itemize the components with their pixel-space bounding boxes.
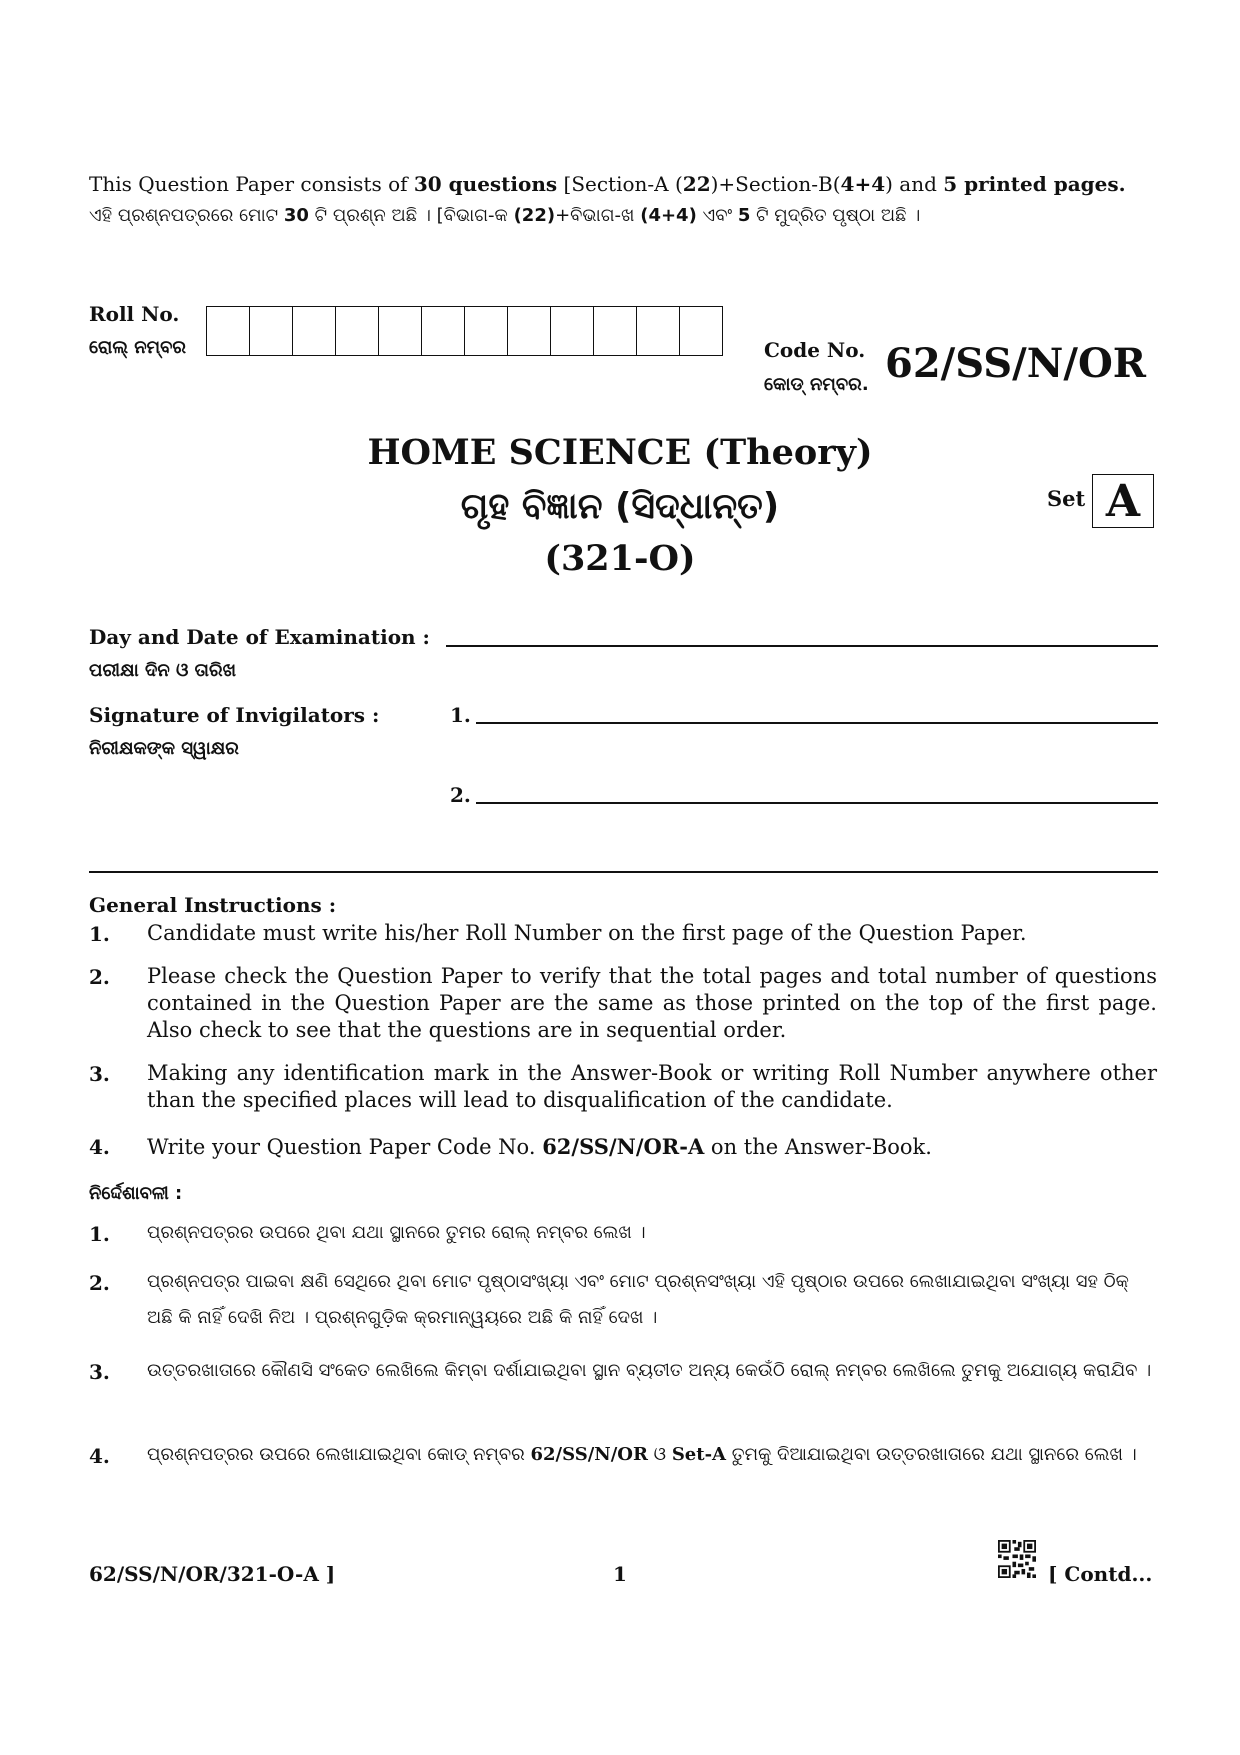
code-label-or: କୋଡ୍ ନମ୍ବର. [764,374,869,395]
continued-label: [ Contd... [1048,1562,1153,1586]
instructions-heading-or: ନିର୍ଦ୍ଦେଶାବଳୀ : [89,1183,183,1204]
roll-digit-box[interactable] [379,306,422,356]
signature-2-number: 2. [450,783,471,807]
instruction-en-1-text: Candidate must write his/her Roll Number on the first page of the Question Paper. [147,921,1027,945]
subject-code: (321-O) [544,538,696,579]
roll-number-boxes[interactable] [206,306,723,356]
code-label-en: Code No. [764,338,866,362]
instruction-or-3-number: 3. [89,1360,110,1384]
roll-digit-box[interactable] [336,306,379,356]
roll-digit-box[interactable] [637,306,680,356]
invigilator-signature-label-or: ନିରୀକ୍ଷକଙ୍କ ସ୍ୱାକ୍ଷର [89,738,239,759]
instruction-en-3-text: Making any identification mark in the Answer-Book or writing Roll Number anywhere other than the specified places will lead to disqualification of the candidate. [147,1061,1157,1112]
instruction-or-2-text: ପ୍ରଶ୍ନପତ୍ର ପାଇବା କ୍ଷଣି ସେଥିରେ ଥିବା ମୋଟ ପୃଷ୍ଠାସଂଖ୍ୟା ଏବଂ ମୋଟ ପ୍ରଶ୍ନସଂଖ୍ୟା ଏହି ପୃଷ୍ଠାର ଉପରେ ଲେଖାଯାଇଥିବା ସଂଖ୍ୟା ସହ ଠିକ୍ ଅଛି କି ନାହିଁ ଦେଖି ନିଅ । ପ୍ରଶ୍ନଗୁଡ଼ିକ କ୍ରମାନ୍ୱୟରେ ଅଛି କି ନାହିଁ ଦେଖ । [147,1271,1129,1328]
signature-1-line[interactable] [476,722,1158,724]
roll-digit-box[interactable] [250,306,293,356]
roll-digit-box[interactable] [551,306,594,356]
instruction-or-3-text: ଉତ୍ତରଖାତାରେ କୌଣସି ସଂକେତ ଲେଖିଲେ କିମ୍ବା ଦର୍ଶାଯାଇଥିବା ସ୍ଥାନ ବ୍ୟତୀତ ଅନ୍ୟ କେଉଁଠି ରୋଲ୍ ନମ୍ବର ଲେଖିଲେ ତୁମକୁ ଅଯୋଗ୍ୟ କରାଯିବ । [147,1360,1152,1381]
set-value-box: A [1092,474,1154,528]
instruction-or-2-number: 2. [89,1271,110,1295]
signature-2-line[interactable] [476,802,1158,804]
instruction-en-2-number: 2. [89,965,110,989]
set-label: Set [1047,486,1086,511]
section-divider [89,871,1158,873]
paper-summary-en: This Question Paper consists of 30 questions [Section-A (22)+Section-B(4+4) and 5 printed pages. [89,172,1126,196]
instruction-or-1-text: ପ୍ରଶ୍ନପତ୍ରର ଉପରେ ଥିବା ଯଥା ସ୍ଥାନରେ ତୁମର ରୋଲ୍ ନମ୍ବର ଲେଖ । [147,1222,646,1243]
invigilator-signature-label-en: Signature of Invigilators : [89,703,380,727]
instruction-en-2-text: Please check the Question Paper to verify that the total pages and total number of questions contained in the Question Paper are the same as those printed on the top of the first page. Also check to see that the questions are in sequential order. [147,964,1157,1042]
instruction-or-4-text: ପ୍ରଶ୍ନପତ୍ରର ଉପରେ ଲେଖାଯାଇଥିବା କୋଡ୍ ନମ୍ବର 62/SS/N/OR ଓ Set-A ତୁମକୁ ଦିଆଯାଇଥିବା ଉତ୍ତରଖାତାରେ ଯଥା ସ୍ଥାନରେ ଲେଖ । [147,1444,1137,1465]
roll-digit-box[interactable] [422,306,465,356]
roll-digit-box[interactable] [207,306,250,356]
instruction-en-3-number: 3. [89,1062,110,1086]
instruction-or-1-number: 1. [89,1222,110,1246]
instruction-en-4-text: Write your Question Paper Code No. 62/SS/N/OR-A on the Answer-Book. [147,1134,932,1159]
roll-digit-box[interactable] [293,306,336,356]
signature-1-number: 1. [450,703,471,727]
subject-title-en: HOME SCIENCE (Theory) [367,432,873,473]
exam-date-line[interactable] [446,645,1158,647]
paper-summary-or: ଏହି ପ୍ରଶ୍ନପତ୍ରରେ ମୋଟ 30 ଟି ପ୍ରଶ୍ନ ଅଛି । [ବିଭାଗ-କ (22)+ବିଭାଗ-ଖ (4+4) ଏବଂ 5 ଟି ମୁଦ୍ରିତ ପୃଷ୍ଠା ଅଛି । [89,205,921,226]
page-number: 1 [613,1562,627,1586]
footer-paper-code: 62/SS/N/OR/321-O-A ] [89,1562,336,1586]
roll-digit-box[interactable] [594,306,637,356]
roll-label-en: Roll No. [89,302,180,326]
general-instructions-heading: General Instructions : [89,893,337,917]
instruction-or-4-number: 4. [89,1444,110,1468]
code-value: 62/SS/N/OR [885,340,1147,387]
qr-code-icon [998,1540,1036,1578]
instruction-en-1-number: 1. [89,922,110,946]
instruction-en-4-number: 4. [89,1135,110,1159]
exam-date-label-or: ପରୀକ୍ଷା ଦିନ ଓ ତାରିଖ [89,660,237,681]
roll-label-or: ରୋଲ୍ ନମ୍ବର [89,337,187,358]
subject-title-or: ଗୃହ ବିଜ୍ଞାନ (ସିଦ୍ଧାନ୍ତ) [460,486,780,527]
roll-digit-box[interactable] [465,306,508,356]
exam-date-label-en: Day and Date of Examination : [89,625,430,649]
roll-digit-box[interactable] [508,306,551,356]
roll-digit-box[interactable] [680,306,723,356]
